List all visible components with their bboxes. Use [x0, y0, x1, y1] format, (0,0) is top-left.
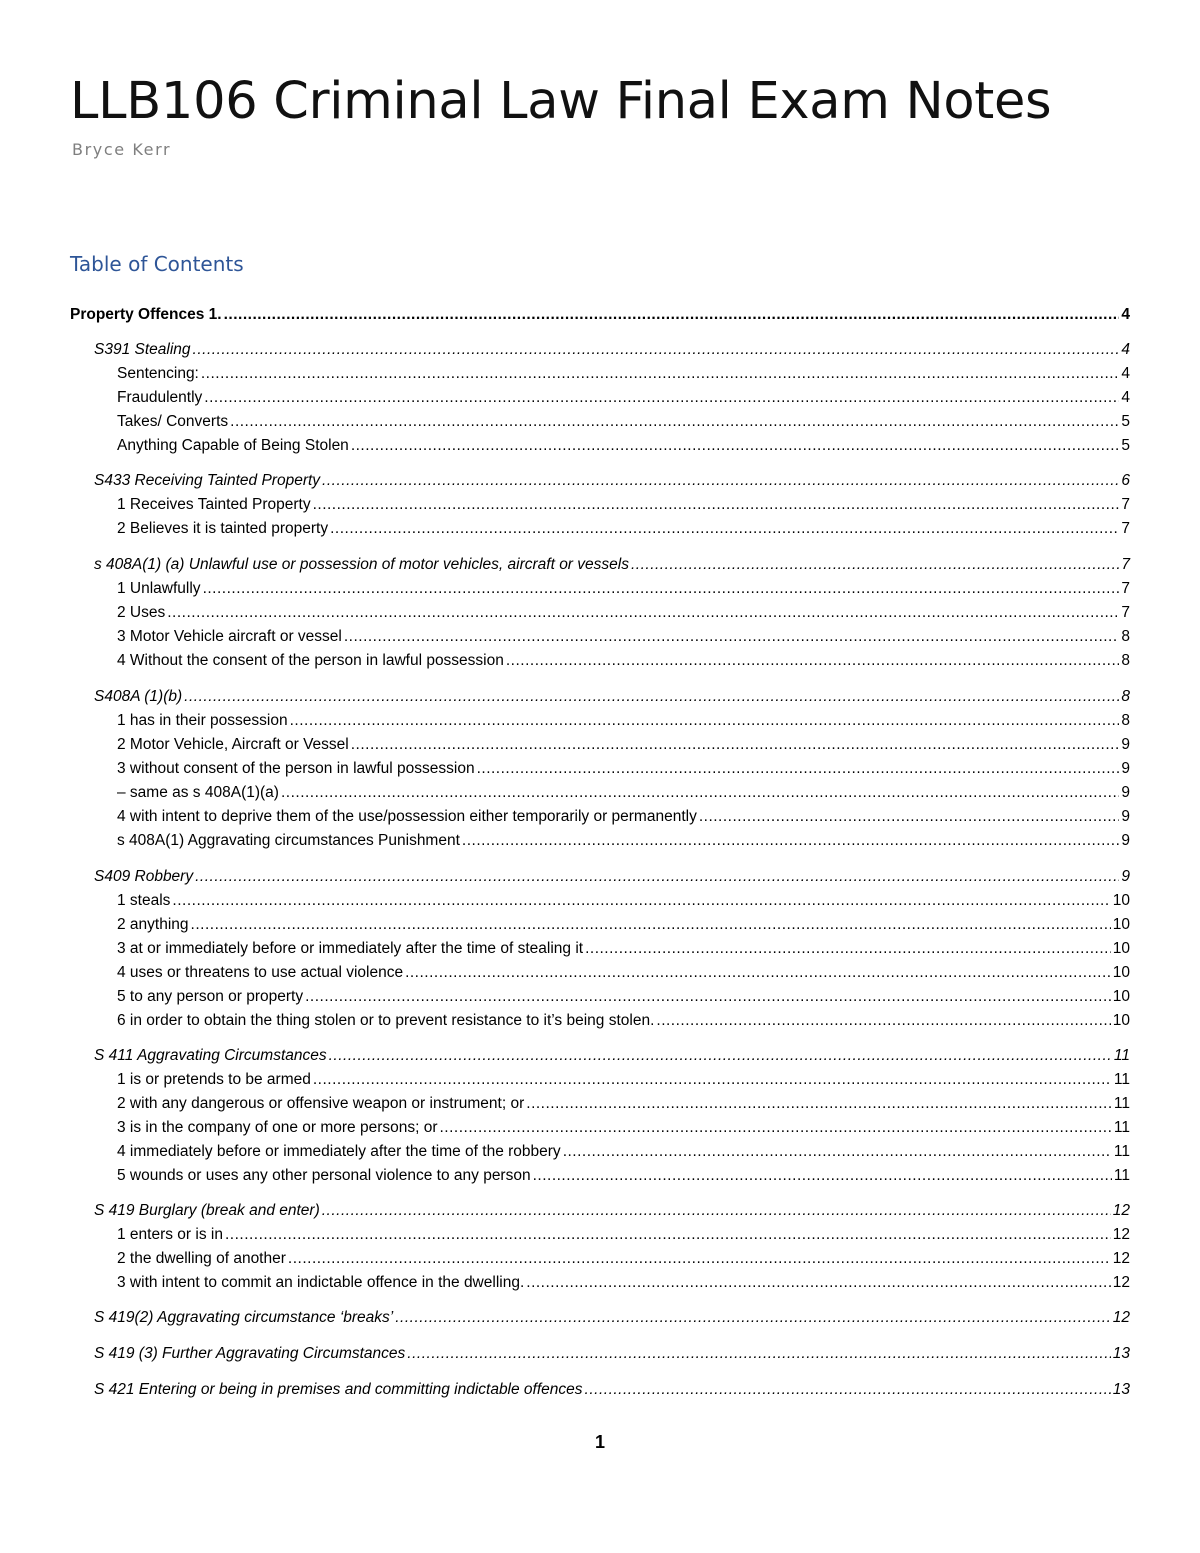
toc-entry-title: 1 Unlawfully: [117, 580, 201, 597]
toc-entry-page: 9: [1121, 760, 1130, 777]
toc-dot-leader: [462, 829, 1119, 853]
toc-dot-leader: [225, 1223, 1111, 1247]
toc-entry-title: 3 is in the company of one or more persons; or: [117, 1119, 438, 1136]
toc-entry-title: S 419(2) Aggravating circumstance ‘breaks’: [94, 1309, 394, 1326]
toc-entry-page: 13: [1112, 1381, 1130, 1398]
toc-entry-page: 12: [1112, 1309, 1130, 1326]
toc-entry-page: 4: [1121, 341, 1130, 358]
toc-entry[interactable]: [70, 829, 1130, 853]
toc-entry[interactable]: [70, 493, 1130, 517]
toc-entry[interactable]: [70, 553, 1130, 577]
table-of-contents: [70, 303, 1130, 1403]
toc-entry[interactable]: [70, 1164, 1130, 1188]
toc-entry[interactable]: [70, 865, 1130, 889]
toc-entry-page: 12: [1112, 1274, 1130, 1291]
toc-entry-title: – same as s 408A(1)(a): [117, 784, 279, 801]
toc-dot-leader: [281, 781, 1119, 805]
toc-entry[interactable]: [70, 386, 1130, 410]
toc-entry-title: Sentencing:: [117, 365, 199, 382]
toc-entry[interactable]: [70, 1199, 1130, 1223]
toc-entry[interactable]: [70, 805, 1130, 829]
toc-entry-page: 9: [1121, 736, 1130, 753]
toc-entry-page: 12: [1112, 1250, 1130, 1267]
toc-dot-leader: [224, 303, 1120, 327]
toc-entry-page: 8: [1121, 712, 1130, 729]
toc-entry[interactable]: [70, 1044, 1130, 1068]
toc-dot-leader: [322, 469, 1119, 493]
toc-dot-leader: [172, 889, 1110, 913]
toc-entry-page: 10: [1112, 940, 1130, 957]
toc-entry-title: 4 Without the consent of the person in lawful possession: [117, 652, 504, 669]
toc-entry-page: 9: [1121, 784, 1130, 801]
toc-entry-title: 2 Believes it is tainted property: [117, 520, 329, 537]
toc-dot-leader: [230, 410, 1119, 434]
toc-entry-page: 7: [1121, 520, 1130, 537]
toc-entry-title: 2 anything: [117, 916, 189, 933]
toc-entry-title: Takes/ Converts: [117, 413, 229, 430]
toc-dot-leader: [195, 865, 1119, 889]
toc-entry-page: 10: [1112, 1012, 1130, 1029]
toc-entry-page: 4: [1121, 389, 1130, 406]
toc-dot-leader: [631, 553, 1119, 577]
toc-entry[interactable]: [70, 601, 1130, 625]
toc-dot-leader: [405, 961, 1111, 985]
toc-entry-page: 10: [1112, 988, 1130, 1005]
toc-entry-title: 3 with intent to commit an indictable offence in the dwelling.: [117, 1274, 525, 1291]
toc-entry-title: Anything Capable of Being Stolen: [117, 437, 349, 454]
toc-entry-title: S433 Receiving Tainted Property: [94, 472, 321, 489]
toc-dot-leader: [290, 709, 1120, 733]
toc-entry-title: 4 uses or threatens to use actual violence: [117, 964, 404, 981]
toc-entry[interactable]: [70, 1247, 1130, 1271]
toc-entry-page: 9: [1121, 832, 1130, 849]
toc-entry[interactable]: [70, 410, 1130, 434]
toc-entry[interactable]: [70, 434, 1130, 458]
toc-dot-leader: [656, 1009, 1110, 1033]
toc-entry[interactable]: [70, 362, 1130, 386]
toc-entry-title: 2 Motor Vehicle, Aircraft or Vessel: [117, 736, 349, 753]
toc-dot-leader: [203, 577, 1120, 601]
toc-entry-title: 2 the dwelling of another: [117, 1250, 286, 1267]
toc-dot-leader: [344, 625, 1120, 649]
toc-entry[interactable]: [70, 1140, 1130, 1164]
toc-entry[interactable]: [70, 685, 1130, 709]
toc-dot-leader: [184, 685, 1119, 709]
toc-dot-leader: [313, 493, 1120, 517]
toc-entry[interactable]: [70, 709, 1130, 733]
toc-entry-title: s 408A(1) (a) Unlawful use or possession of motor vehicles, aircraft or vessels: [94, 556, 629, 573]
toc-dot-leader: [699, 805, 1120, 829]
toc-entry-page: 10: [1112, 892, 1130, 909]
toc-entry-page: 9: [1121, 808, 1130, 825]
toc-entry[interactable]: [70, 1378, 1130, 1402]
toc-dot-leader: [506, 649, 1120, 673]
page-number: 1: [594, 1432, 605, 1452]
toc-entry-title: Property Offences 1.: [70, 306, 222, 323]
toc-entry-title: 1 enters or is in: [117, 1226, 223, 1243]
toc-entry[interactable]: [70, 913, 1130, 937]
toc-dot-leader: [563, 1140, 1112, 1164]
toc-entry-page: 5: [1121, 413, 1130, 430]
toc-entry-page: 7: [1121, 496, 1130, 513]
toc-entry-page: 8: [1121, 652, 1130, 669]
toc-dot-leader: [351, 733, 1120, 757]
toc-dot-leader: [201, 362, 1120, 386]
toc-entry-title: 1 Receives Tainted Property: [117, 496, 311, 513]
toc-dot-leader: [191, 913, 1111, 937]
toc-entry-page: 4: [1121, 365, 1130, 382]
toc-dot-leader: [329, 1044, 1112, 1068]
toc-entry-page: 7: [1121, 604, 1130, 621]
toc-dot-leader: [585, 937, 1111, 961]
toc-entry[interactable]: [70, 577, 1130, 601]
toc-entry-title: 3 Motor Vehicle aircraft or vessel: [117, 628, 342, 645]
toc-entry[interactable]: [70, 625, 1130, 649]
toc-entry-page: 7: [1121, 580, 1130, 597]
toc-entry-page: 12: [1112, 1202, 1130, 1219]
toc-entry-title: 2 Uses: [117, 604, 166, 621]
document-author: Bryce Kerr: [72, 140, 172, 159]
toc-entry-page: 10: [1112, 964, 1130, 981]
toc-entry-page: 7: [1121, 556, 1130, 573]
toc-entry-title: 5 wounds or uses any other personal violence to any person: [117, 1167, 531, 1184]
toc-entry-page: 8: [1121, 628, 1130, 645]
toc-entry-page: 12: [1112, 1226, 1130, 1243]
toc-entry-title: 1 has in their possession: [117, 712, 288, 729]
toc-entry-title: S391 Stealing: [94, 341, 191, 358]
toc-entry[interactable]: [70, 649, 1130, 673]
toc-entry-title: S 419 Burglary (break and enter): [94, 1202, 320, 1219]
toc-entry[interactable]: [70, 757, 1130, 781]
toc-entry-title: 2 with any dangerous or offensive weapon or instrument; or: [117, 1095, 525, 1112]
toc-entry-title: S 421 Entering or being in premises and committing indictable offences: [94, 1381, 583, 1398]
toc-entry-title: 3 at or immediately before or immediately after the time of stealing it: [117, 940, 584, 957]
toc-dot-leader: [526, 1092, 1112, 1116]
toc-dot-leader: [407, 1342, 1110, 1366]
toc-entry-title: 3 without consent of the person in lawful possession: [117, 760, 475, 777]
toc-dot-leader: [204, 386, 1119, 410]
toc-entry[interactable]: [70, 781, 1130, 805]
toc-entry-page: 11: [1113, 1095, 1130, 1112]
toc-entry[interactable]: [70, 1116, 1130, 1140]
toc-entry-title: Fraudulently: [117, 389, 203, 406]
toc-dot-leader: [288, 1247, 1111, 1271]
toc-entry-page: 4: [1121, 306, 1130, 323]
toc-entry-title: S 411 Aggravating Circumstances: [94, 1047, 327, 1064]
toc-entry[interactable]: [70, 1223, 1130, 1247]
toc-entry-page: 11: [1113, 1119, 1130, 1136]
toc-entry[interactable]: [70, 1092, 1130, 1116]
toc-entry[interactable]: [70, 733, 1130, 757]
toc-entry-page: 13: [1112, 1345, 1130, 1362]
toc-dot-leader: [477, 757, 1120, 781]
toc-entry-page: 11: [1113, 1071, 1130, 1088]
document-title: LLB106 Criminal Law Final Exam Notes: [70, 72, 1052, 131]
toc-entry-title: S408A (1)(b): [94, 688, 183, 705]
toc-entry[interactable]: [70, 889, 1130, 913]
toc-dot-leader: [440, 1116, 1112, 1140]
toc-heading: Table of Contents: [70, 252, 244, 276]
toc-entry-title: 4 immediately before or immediately after the time of the robbery: [117, 1143, 561, 1160]
toc-dot-leader: [351, 434, 1120, 458]
toc-entry-page: 8: [1121, 688, 1130, 705]
toc-dot-leader: [330, 517, 1119, 541]
toc-entry[interactable]: [70, 937, 1130, 961]
toc-entry-page: 11: [1113, 1047, 1130, 1064]
toc-entry[interactable]: [70, 1271, 1130, 1295]
toc-dot-leader: [533, 1164, 1112, 1188]
toc-entry-page: 11: [1113, 1167, 1130, 1184]
toc-entry[interactable]: [70, 303, 1130, 327]
toc-entry[interactable]: [70, 1342, 1130, 1366]
toc-entry-title: 5 to any person or property: [117, 988, 304, 1005]
toc-entry-page: 5: [1121, 437, 1130, 454]
toc-entry-title: 4 with intent to deprive them of the use/possession either temporarily or permanently: [117, 808, 697, 825]
toc-entry[interactable]: [70, 1068, 1130, 1092]
toc-entry-title: 6 in order to obtain the thing stolen or to prevent resistance to it’s being stolen.: [117, 1012, 655, 1029]
toc-entry-page: 9: [1121, 868, 1130, 885]
toc-entry[interactable]: [70, 1306, 1130, 1330]
toc-entry-title: s 408A(1) Aggravating circumstances Punishment: [117, 832, 460, 849]
toc-entry[interactable]: [70, 338, 1130, 362]
toc-dot-leader: [305, 985, 1111, 1009]
toc-entry[interactable]: [70, 469, 1130, 493]
toc-entry[interactable]: [70, 961, 1130, 985]
toc-dot-leader: [395, 1306, 1111, 1330]
toc-dot-leader: [167, 601, 1119, 625]
toc-dot-leader: [585, 1378, 1111, 1402]
toc-dot-leader: [526, 1271, 1110, 1295]
toc-entry-title: 1 steals: [117, 892, 171, 909]
toc-entry-title: S 419 (3) Further Aggravating Circumstances: [94, 1345, 406, 1362]
toc-entry-page: 10: [1112, 916, 1130, 933]
toc-dot-leader: [193, 338, 1120, 362]
toc-dot-leader: [322, 1199, 1111, 1223]
toc-entry[interactable]: [70, 1009, 1130, 1033]
toc-entry-page: 11: [1113, 1143, 1130, 1160]
toc-entry[interactable]: [70, 985, 1130, 1009]
toc-entry-page: 6: [1121, 472, 1130, 489]
toc-entry[interactable]: [70, 517, 1130, 541]
toc-entry-title: S409 Robbery: [94, 868, 194, 885]
toc-dot-leader: [313, 1068, 1112, 1092]
toc-entry-title: 1 is or pretends to be armed: [117, 1071, 311, 1088]
